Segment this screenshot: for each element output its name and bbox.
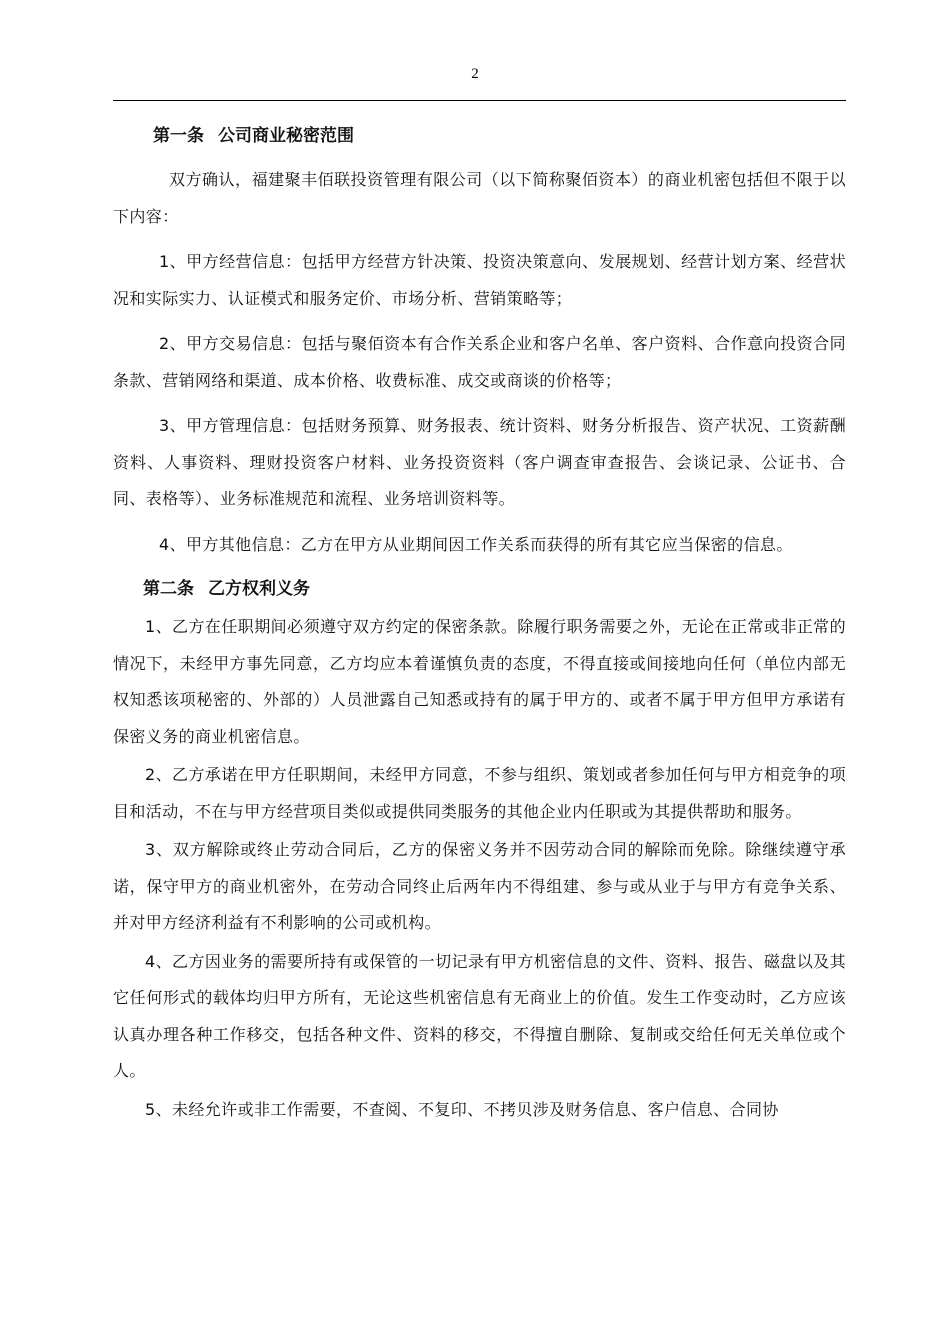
section-2-item-3: 3、双方解除或终止劳动合同后，乙方的保密义务并不因劳动合同的解除而免除。除继续遵守承诺，保守甲方的商业机密外，在劳动合同终止后两年内不得组建、参与或从业于与甲方有竞争关系、并对甲方经济利益有不利影响的公司或机构。 <box>113 840 846 932</box>
section-2-item-2: 2、乙方承诺在甲方任职期间，未经甲方同意，不参与组织、策划或者参加任何与甲方相竞争的项目和活动，不在与甲方经营项目类似或提供同类服务的其他企业内任职或为其提供帮助和服务。 <box>113 765 846 821</box>
section-1-number: 第一条 <box>153 126 204 146</box>
section-1-title: 公司商业秘密范围 <box>218 126 354 146</box>
section-2-item-5: 5、未经允许或非工作需要，不查阅、不复印、不拷贝涉及财务信息、客户信息、合同协 <box>145 1099 779 1119</box>
section-2-title: 乙方权利义务 <box>208 579 310 599</box>
section-2-item-1: 1、乙方在任职期间必须遵守双方约定的保密条款。除履行职务需要之外，无论在正常或非正常的情况下，未经甲方事先同意，乙方均应本着谨慎负责的态度，不得直接或间接地向任何（单位内部无权知悉该项秘密的、外部的）人员泄露自己知悉或持有的属于甲方的、或者不属于甲方但甲方承诺有保密义务的商业机密信息。 <box>113 617 846 746</box>
section-1-item-1: 1、甲方经营信息：包括甲方经营方针决策、投资决策意向、发展规划、经营计划方案、经营状况和实际实力、认证模式和服务定价、市场分析、营销策略等； <box>113 252 846 308</box>
section-2-heading <box>113 571 846 607</box>
section-1-item-2: 2、甲方交易信息：包括与聚佰资本有合作关系企业和客户名单、客户资料、合作意向投资合同条款、营销网络和渠道、成本价格、收费标准、成交或商谈的价格等； <box>113 334 846 390</box>
section-1-heading <box>113 118 846 156</box>
header-rule <box>113 100 846 101</box>
page-number: 2 <box>471 66 479 82</box>
document-body <box>113 118 846 1128</box>
section-2-number: 第二条 <box>143 579 194 599</box>
section-1-item-3: 3、甲方管理信息：包括财务预算、财务报表、统计资料、财务分析报告、资产状况、工资薪酬资料、人事资料、理财投资客户材料、业务投资资料（客户调查审查报告、会谈记录、公证书、合同、表格等）、业务标准规范和流程、业务培训资料等。 <box>113 416 846 508</box>
section-1-item-4: 4、甲方其他信息：乙方在甲方从业期间因工作关系而获得的所有其它应当保密的信息。 <box>159 534 793 554</box>
section-2-item-4: 4、乙方因业务的需要所持有或保管的一切记录有甲方机密信息的文件、资料、报告、磁盘以及其它任何形式的载体均归甲方所有，无论这些机密信息有无商业上的价值。发生工作变动时，乙方应该认真办理各种工作移交，包括各种文件、资料的移交，不得擅自删除、复制或交给任何无关单位或个人。 <box>113 951 846 1080</box>
section-1-intro: 双方确认，福建聚丰佰联投资管理有限公司（以下简称聚佰资本）的商业机密包括但不限于以下内容： <box>113 170 846 226</box>
